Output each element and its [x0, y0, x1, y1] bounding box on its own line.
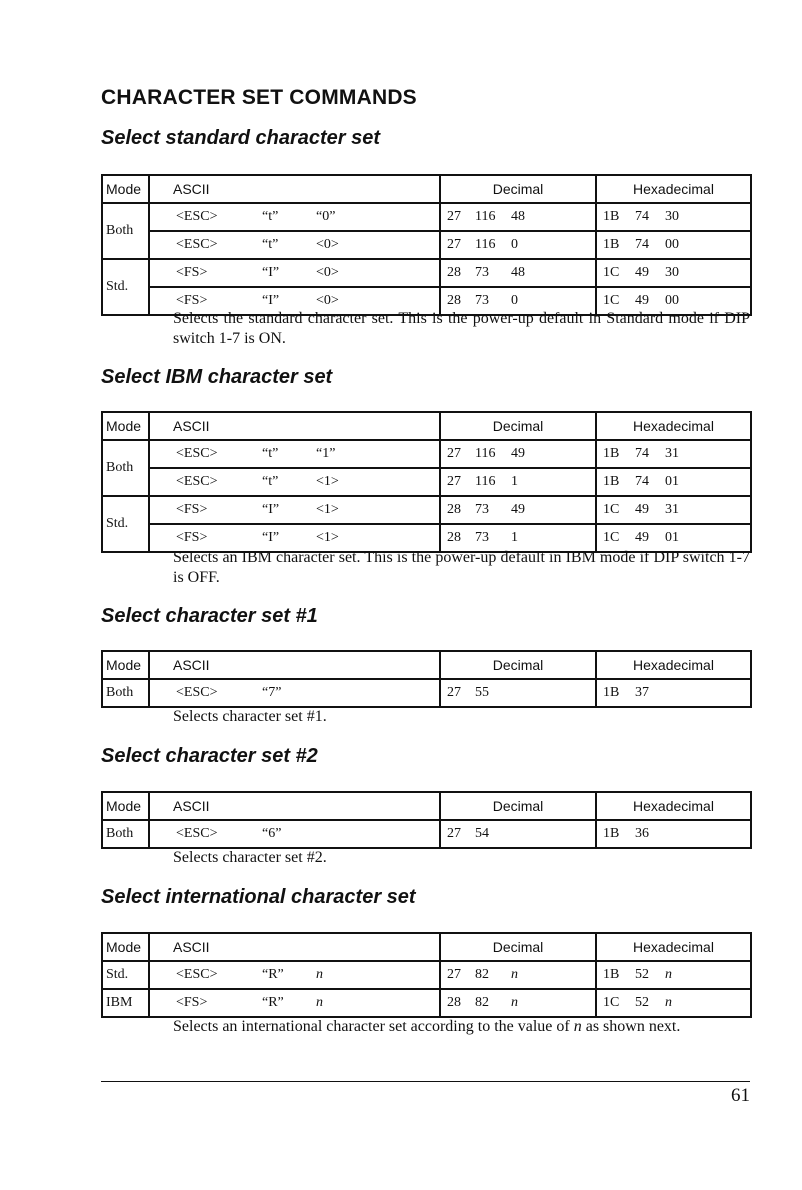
col-header-mode: Mode [102, 792, 149, 820]
command-table-ibm [101, 411, 752, 553]
ascii-cell: <FS> “I” <0> [149, 287, 440, 315]
col-header-hex: Hexadecimal [596, 933, 751, 961]
decimal-cell: 27 82 n [440, 961, 596, 989]
hex-cell: 1B 74 31 [596, 440, 751, 468]
ascii-cell: <ESC> “6” [149, 820, 440, 848]
col-header-hex: Hexadecimal [596, 412, 751, 440]
hex-cell: 1C 52 n [596, 989, 751, 1017]
col-header-hex: Hexadecimal [596, 792, 751, 820]
ascii-cell: <ESC> “7” [149, 679, 440, 707]
ascii-cell: <ESC> “t” <0> [149, 231, 440, 259]
section-description-set2: Selects character set #2. [173, 849, 327, 866]
col-header-ascii: ASCII [149, 412, 440, 440]
mode-cell: IBM [102, 989, 149, 1017]
ascii-cell: <ESC> “t” “0” [149, 203, 440, 231]
section-description-set1: Selects character set #1. [173, 708, 327, 725]
section-description-ibm: Selects an IBM character set. This is the power-up default in IBM mode if DIP switch 1-7 is OFF. [173, 549, 750, 586]
section-heading-standard: Select standard character set [101, 127, 381, 149]
hex-cell: 1B 36 [596, 820, 751, 848]
ascii-cell: <FS> “I” <1> [149, 496, 440, 524]
footer-rule [101, 1081, 750, 1082]
table-row [102, 989, 751, 1017]
hex-cell: 1C 49 31 [596, 496, 751, 524]
mode-cell: Both [102, 440, 149, 496]
decimal-cell: 28 82 n [440, 989, 596, 1017]
col-header-mode: Mode [102, 412, 149, 440]
col-header-hex: Hexadecimal [596, 175, 751, 203]
table-row [102, 820, 751, 848]
col-header-decimal: Decimal [440, 651, 596, 679]
section-heading-set1: Select character set #1 [101, 605, 318, 627]
decimal-cell: 28 73 49 [440, 496, 596, 524]
table-header-row [102, 651, 751, 679]
command-table-set1 [101, 650, 752, 708]
col-header-mode: Mode [102, 651, 149, 679]
mode-cell: Both [102, 203, 149, 259]
decimal-cell: 27 54 [440, 820, 596, 848]
col-header-ascii: ASCII [149, 792, 440, 820]
decimal-cell: 27 116 0 [440, 231, 596, 259]
table-row [102, 440, 751, 468]
ascii-cell: <ESC> “R” n [149, 961, 440, 989]
col-header-mode: Mode [102, 933, 149, 961]
mode-cell: Both [102, 820, 149, 848]
table-header-row [102, 792, 751, 820]
table-row [102, 259, 751, 287]
table-row [102, 961, 751, 989]
table-row [102, 468, 751, 496]
page-title: CHARACTER SET COMMANDS [101, 86, 417, 109]
table-row [102, 203, 751, 231]
mode-cell: Std. [102, 961, 149, 989]
table-row [102, 496, 751, 524]
table-row [102, 231, 751, 259]
col-header-decimal: Decimal [440, 412, 596, 440]
col-header-decimal: Decimal [440, 792, 596, 820]
decimal-cell: 28 73 1 [440, 524, 596, 552]
command-table-international [101, 932, 752, 1018]
mode-cell: Both [102, 679, 149, 707]
hex-cell: 1C 49 30 [596, 259, 751, 287]
col-header-decimal: Decimal [440, 175, 596, 203]
hex-cell: 1B 74 01 [596, 468, 751, 496]
ascii-cell: <FS> “R” n [149, 989, 440, 1017]
decimal-cell: 27 116 1 [440, 468, 596, 496]
command-table-set2 [101, 791, 752, 849]
mode-cell: Std. [102, 496, 149, 552]
decimal-cell: 28 73 48 [440, 259, 596, 287]
mode-cell: Std. [102, 259, 149, 315]
col-header-decimal: Decimal [440, 933, 596, 961]
decimal-cell: 27 55 [440, 679, 596, 707]
section-heading-set2: Select character set #2 [101, 745, 318, 767]
section-heading-ibm: Select IBM character set [101, 366, 333, 388]
page-number: 61 [731, 1085, 750, 1106]
hex-cell: 1B 74 00 [596, 231, 751, 259]
col-header-mode: Mode [102, 175, 149, 203]
hex-cell: 1B 74 30 [596, 203, 751, 231]
col-header-ascii: ASCII [149, 651, 440, 679]
section-description-standard: Selects the standard character set. This is the power-up default in Standard mode if DIP switch 1-7 is ON. [173, 310, 750, 347]
col-header-ascii: ASCII [149, 175, 440, 203]
decimal-cell: 27 116 48 [440, 203, 596, 231]
table-header-row [102, 933, 751, 961]
hex-cell: 1C 49 01 [596, 524, 751, 552]
hex-cell: 1B 37 [596, 679, 751, 707]
table-row [102, 679, 751, 707]
col-header-hex: Hexadecimal [596, 651, 751, 679]
col-header-ascii: ASCII [149, 933, 440, 961]
hex-cell: 1C 49 00 [596, 287, 751, 315]
command-table-standard [101, 174, 752, 316]
decimal-cell: 27 116 49 [440, 440, 596, 468]
section-description-international: Selects an international character set according to the value of n as shown next. [173, 1018, 681, 1035]
decimal-cell: 28 73 0 [440, 287, 596, 315]
ascii-cell: <FS> “I” <0> [149, 259, 440, 287]
ascii-cell: <ESC> “t” <1> [149, 468, 440, 496]
section-heading-international: Select international character set [101, 886, 416, 908]
table-header-row [102, 412, 751, 440]
ascii-cell: <FS> “I” <1> [149, 524, 440, 552]
table-header-row [102, 175, 751, 203]
ascii-cell: <ESC> “t” “1” [149, 440, 440, 468]
hex-cell: 1B 52 n [596, 961, 751, 989]
